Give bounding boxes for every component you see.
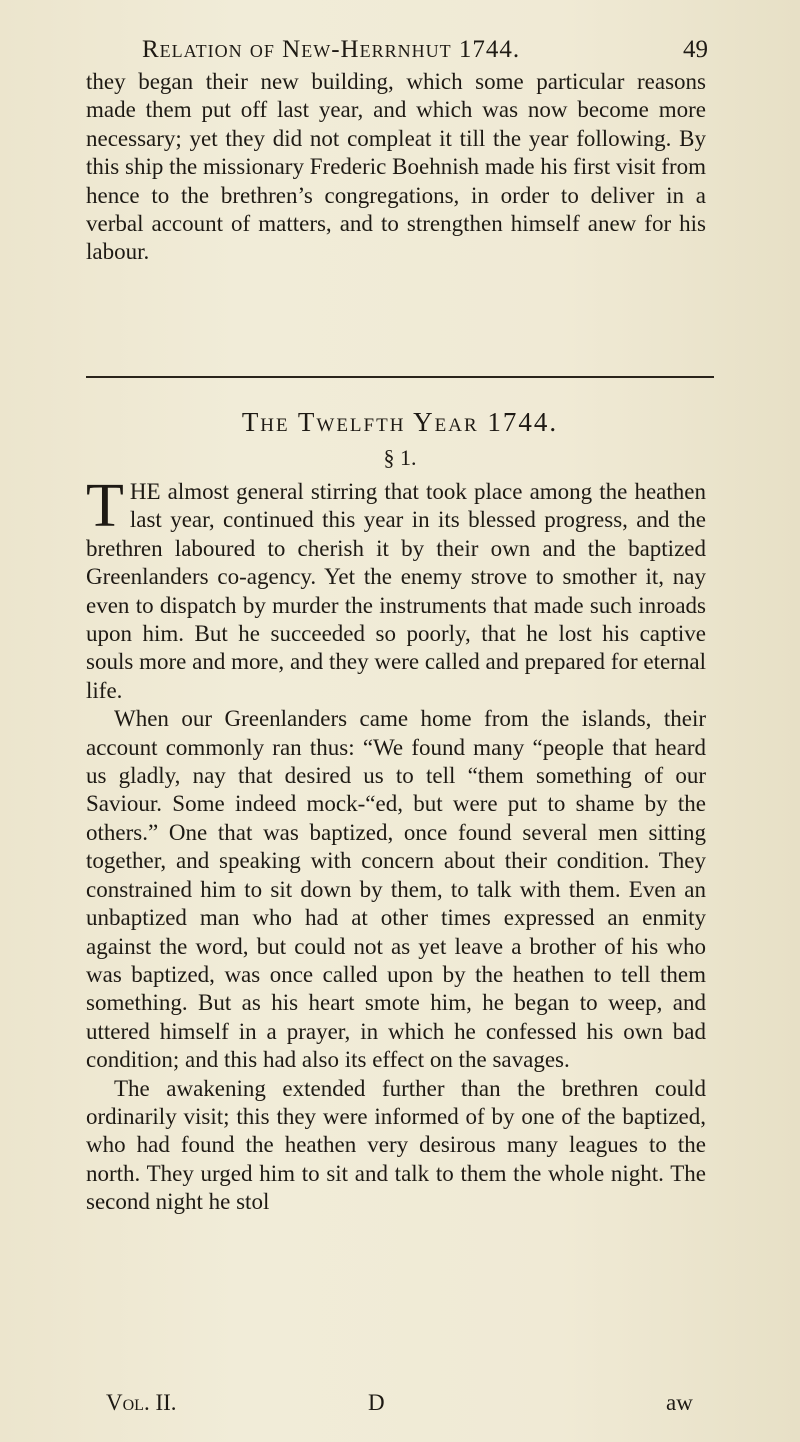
page-number: 49 <box>683 36 708 63</box>
main-text-block <box>86 472 706 1217</box>
catchword: aw <box>666 1390 693 1415</box>
running-title: Relation of New-Herrnhut 1744. <box>142 36 521 63</box>
footer-line <box>106 1390 716 1420</box>
paragraph-3: The awakening extended further than the brethren could ordinarily visit; this they were informed of by one of the baptized, who had found the heathen very desirous many leagues to the north. They urged him to sit and talk to them the whole night. The second night he stol <box>86 1075 706 1215</box>
section-divider-rule <box>86 376 714 378</box>
running-head <box>0 36 800 66</box>
chapter-heading: The Twelfth Year 1744. <box>241 407 559 437</box>
top-paragraph: they began their new building, which some particular reasons made them put off last year, and which was now become more necessary; yet they did not compleat it till the year following. By this ship the missionary Frederic Boehnish made his first visit from hence to the brethren’s congregations, in order to deliver in a verbal account of matters, and to strengthen himself anew for his labour. <box>86 69 706 265</box>
volume-label: Vol. II. <box>106 1390 177 1415</box>
section-mark: § 1. <box>383 445 417 470</box>
paragraph-1 <box>86 472 706 705</box>
drop-cap: T <box>86 472 124 540</box>
top-paragraph-block <box>86 68 706 267</box>
paragraph-2: When our Greenlanders came home from the islands, their account commonly ran thus: “We found many “people that heard us gladly, nay that desired us to tell “them something of our Saviour. Some indeed mock-“ed, but were put to shame by the others.” One that was baptized, once found several men sitting together, and speaking with concern about their condition. They constrained him to sit down by them, to talk with them. Even an unbaptized man who had at other times expressed an enmity against the word, but could not as yet leave a brother of his who was baptized, was once called upon by the heathen to tell them something. But as his heart smote him, he began to weep, and uttered himself in a prayer, in which he confessed his own bad condition; and this had also its effect on the savages. <box>86 706 706 1073</box>
signature-mark: D <box>368 1390 385 1415</box>
paragraph-1-text: HE almost general stirring that took place among the heathen last year, continued this year in its blessed progress, and the brethren laboured to cherish it by their own and the baptized Greenlanders co-agency. Yet the enemy strove to smother it, nay even to dispatch by murder the instruments that made such inroads upon him. But he succeeded so poorly, that he lost his captive souls more and more, and they were called and prepared for eternal life. <box>86 479 706 703</box>
